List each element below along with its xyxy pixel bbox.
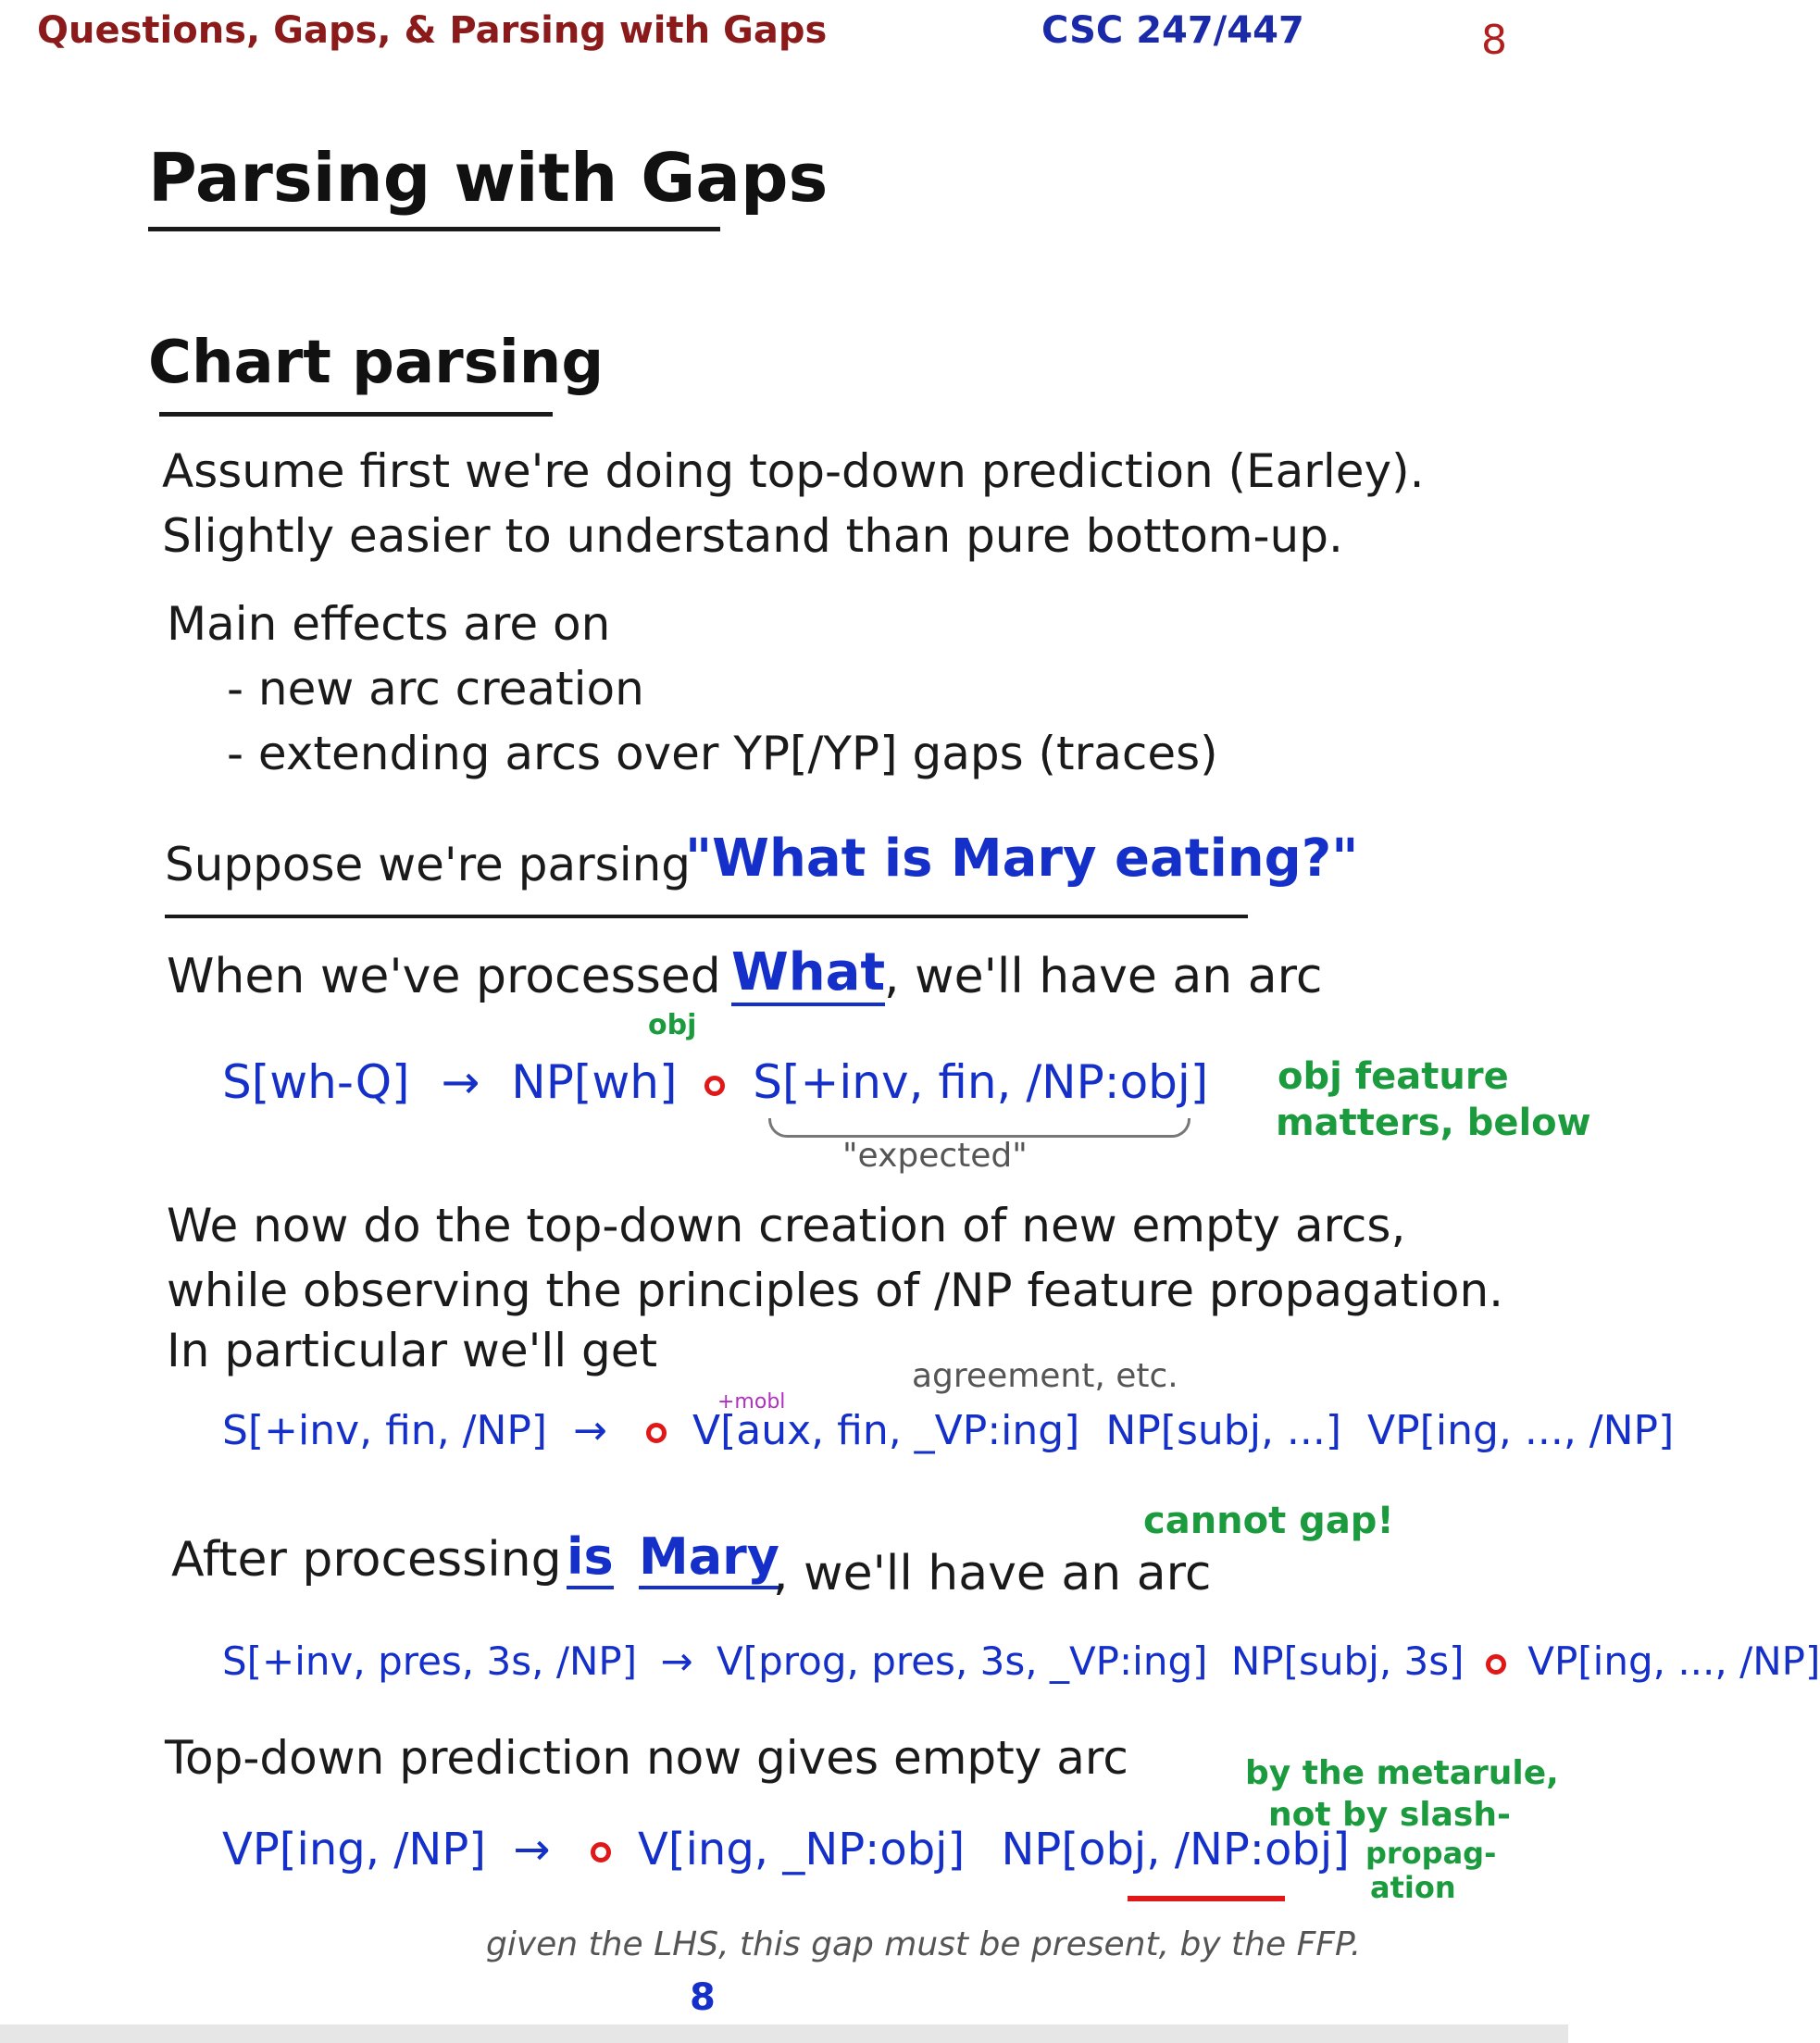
- rule2-mag-note: +mobl: [717, 1390, 786, 1414]
- footnote: given the LHS, this gap must be present, by the FFP.: [486, 1925, 1362, 1963]
- bottom-edge: [0, 2024, 1568, 2043]
- footer-page-number: 8: [690, 1976, 716, 2019]
- topdown-line-2: while observing the principles of /NP feature propagation.: [167, 1264, 1504, 1317]
- rule2-cannot-gap: cannot gap!: [1143, 1500, 1394, 1542]
- header-page-number: 8: [1481, 17, 1507, 64]
- rule2-arrow: →: [573, 1407, 607, 1454]
- suppose-sentence: "What is Mary eating?": [685, 828, 1359, 889]
- rule1-expected-brace: [768, 1118, 1190, 1138]
- rule3-rhs-c: VP[ing, ..., /NP]: [1527, 1638, 1820, 1684]
- intro-line-2: Slightly easier to understand than pure bottom-up.: [162, 509, 1343, 563]
- metarule-note-1: by the metarule,: [1245, 1754, 1559, 1792]
- dot-marker: [1486, 1654, 1506, 1675]
- rule1-rhs-a: NP[wh]: [511, 1055, 678, 1109]
- rule4-lhs: VP[ing, /NP]: [222, 1824, 486, 1875]
- topdown-line-1: We now do the top-down creation of new empty arcs,: [167, 1199, 1406, 1252]
- rule1-lhs: S[wh-Q]: [222, 1055, 410, 1109]
- suppose-prefix: Suppose we're parsing: [165, 838, 692, 891]
- prediction-text: Top-down prediction now gives empty arc: [165, 1731, 1128, 1785]
- header-course: CSC 247/447: [1041, 9, 1304, 52]
- rule2: [222, 1407, 1674, 1454]
- rule2-rhs-b: NP[subj, ...]: [1105, 1407, 1342, 1454]
- after-word-is: is: [567, 1527, 614, 1589]
- page-title: Parsing with Gaps: [148, 139, 829, 217]
- rule4: [222, 1824, 1350, 1875]
- rule1-arrow: →: [441, 1055, 480, 1109]
- effects-item-1: - new arc creation: [227, 662, 644, 716]
- rule1: [222, 1055, 1208, 1109]
- metarule-note-3: propag-: [1365, 1836, 1497, 1871]
- rule4-rhs-b: NP[obj, /NP:obj]: [1001, 1824, 1350, 1875]
- rule1-expected: "expected": [842, 1137, 1028, 1175]
- effects-item-2: - extending arcs over YP[/YP] gaps (traces): [227, 727, 1218, 780]
- rule3-lhs: S[+inv, pres, 3s, /NP]: [222, 1638, 638, 1684]
- rule3: [222, 1638, 1820, 1684]
- rule4-rhs-a: V[ing, _NP:obj]: [638, 1824, 966, 1875]
- rule1-side-note-1: obj feature: [1278, 1055, 1509, 1098]
- header-topic: Questions, Gaps, & Parsing with Gaps: [37, 9, 828, 52]
- after-suffix: , we'll have an arc: [773, 1546, 1212, 1601]
- metarule-note-4: ation: [1370, 1870, 1456, 1905]
- rule1-rhs-b: S[+inv, fin, /NP:obj]: [753, 1055, 1209, 1109]
- rule2-rhs-a: V[aux, fin, _VP:ing]: [692, 1407, 1080, 1454]
- section-heading: Chart parsing: [148, 329, 605, 397]
- processed-prefix: When we've processed: [167, 949, 721, 1004]
- intro-line-1: Assume first we're doing top-down prediction (Earley).: [162, 444, 1425, 498]
- section-underline: [159, 412, 553, 417]
- rule3-rhs-a: V[prog, pres, 3s, _VP:ing]: [717, 1638, 1208, 1684]
- rule1-side-note-2: matters, below: [1276, 1102, 1591, 1144]
- title-underline: [148, 227, 720, 231]
- effects-heading: Main effects are on: [167, 597, 611, 651]
- dot-marker: [704, 1076, 725, 1096]
- suppose-underline: [165, 915, 1248, 918]
- rule2-agreement-note: agreement, etc.: [912, 1357, 1178, 1395]
- rule4-arrow: →: [513, 1824, 551, 1875]
- metarule-note-2: not by slash-: [1268, 1796, 1511, 1834]
- rule2-rhs-c: VP[ing, ..., /NP]: [1367, 1407, 1675, 1454]
- rule4-red-underline: [1128, 1896, 1285, 1901]
- rule3-arrow: →: [660, 1638, 693, 1684]
- dot-marker: [646, 1423, 667, 1443]
- obj-note: obj: [648, 1009, 697, 1041]
- processed-suffix: , we'll have an arc: [884, 949, 1323, 1004]
- processed-word-what: What: [731, 942, 885, 1006]
- dot-marker: [591, 1842, 611, 1862]
- rule3-rhs-b: NP[subj, 3s]: [1230, 1638, 1465, 1684]
- topdown-line-3: In particular we'll get: [167, 1324, 658, 1377]
- after-word-mary: Mary: [639, 1527, 779, 1589]
- after-prefix: After processing: [171, 1532, 562, 1588]
- rule2-lhs: S[+inv, fin, /NP]: [222, 1407, 548, 1454]
